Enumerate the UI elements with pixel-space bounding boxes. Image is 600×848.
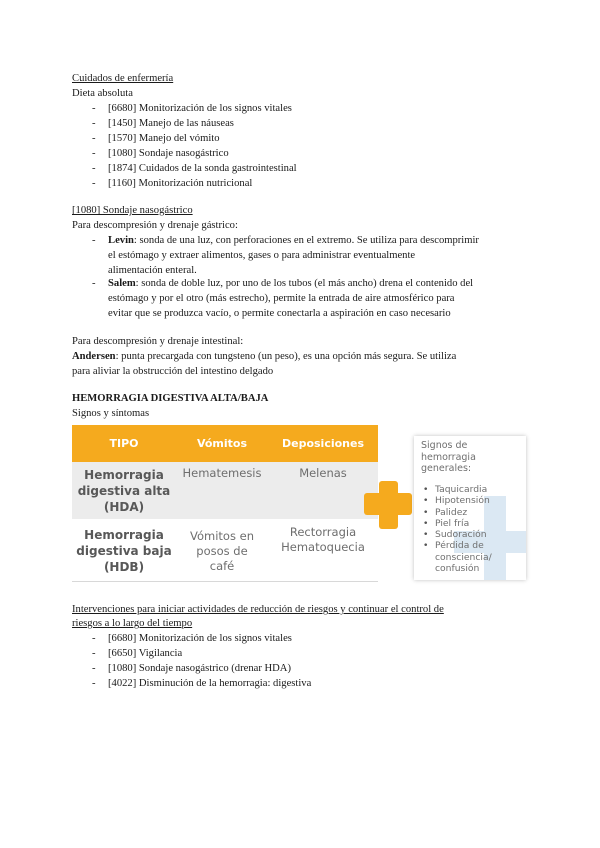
cell-text: Hemorragia xyxy=(84,467,164,482)
list-item: • Taquicardia xyxy=(421,484,525,495)
hemorrhage-heading: HEMORRAGIA DIGESTIVA ALTA/BAJA xyxy=(72,393,269,404)
cell-vomitos xyxy=(176,462,268,481)
intestinal-intro: Para descompresión y drenaje intestinal: xyxy=(72,336,244,347)
list-item: - [1874] Cuidados de la sonda gastrointestinal xyxy=(92,161,297,176)
interventions-heading: Intervenciones para iniciar actividades de reducción de riesgos y continuar el control de xyxy=(72,604,444,615)
diet-subheading: Dieta absoluta xyxy=(72,88,133,99)
hemorrhage-table xyxy=(72,425,378,582)
list-item xyxy=(421,540,525,574)
levin-term: Levin xyxy=(108,235,134,246)
list-item: - [1080] Sondaje nasogástrico (drenar HDA) xyxy=(92,661,311,676)
table-row xyxy=(72,521,378,582)
cell-text: posos de xyxy=(196,543,248,558)
cell-text: Hematemesis xyxy=(182,466,262,480)
cell-text: (HDA) xyxy=(103,499,145,514)
gastric-intro: Para descompresión y drenaje gástrico: xyxy=(72,220,238,231)
list-item: - [1570] Manejo del vómito xyxy=(92,131,297,146)
cell-tipo xyxy=(72,467,176,515)
cell-text: (HDB) xyxy=(103,560,145,574)
general-signs-list xyxy=(421,484,525,574)
list-item: • Hipotensión xyxy=(421,495,525,506)
list-item: - [1160] Monitorización nutricional xyxy=(92,176,297,191)
general-signs-box xyxy=(414,436,526,580)
cell-text: café xyxy=(209,558,235,573)
care-list xyxy=(92,101,297,191)
cross-decoration xyxy=(364,493,412,515)
item-text: confusión xyxy=(435,563,480,575)
cell-text: Vómitos en xyxy=(190,528,254,543)
cell-text: Melenas xyxy=(299,466,347,480)
andersen-term: Andersen xyxy=(72,351,116,362)
interventions-heading: riesgos a lo largo del tiempo xyxy=(72,618,193,629)
item-text: consciencia/ xyxy=(435,551,492,563)
table-header xyxy=(72,425,378,462)
cell-tipo xyxy=(72,527,176,575)
table-row xyxy=(72,462,378,521)
list-item: • Piel fría xyxy=(421,518,525,529)
list-item: • Sudoración xyxy=(421,529,525,540)
signs-subheading: Signos y síntomas xyxy=(72,408,150,419)
general-signs-title xyxy=(421,440,521,475)
header-deposiciones: Deposiciones xyxy=(281,437,365,450)
cell-text: digestiva alta xyxy=(77,483,171,498)
list-dash: - xyxy=(92,278,96,289)
list-item: - [6650] Vigilancia xyxy=(92,646,311,661)
cell-deposiciones xyxy=(268,521,378,555)
list-dash: - xyxy=(92,235,96,246)
list-item: - [6680] Monitorización de los signos vitales xyxy=(92,631,311,646)
cell-text: Hemorragia xyxy=(84,528,164,542)
cell-text: Rectorragia xyxy=(289,525,357,539)
title-line: hemorragia xyxy=(421,451,476,463)
salem-paragraph xyxy=(92,276,528,321)
list-item: - [4022] Disminución de la hemorragia: digestiva xyxy=(92,676,311,691)
list-item: • Palidez xyxy=(421,507,525,518)
list-item: - [1080] Sondaje nasogástrico xyxy=(92,146,297,161)
levin-paragraph xyxy=(92,233,528,278)
andersen-text: para aliviar la obstrucción del intestino delgado xyxy=(72,366,274,377)
salem-text: estómago y por el otro (más estrecho), permite la entrada de aire atmosférico para xyxy=(108,293,455,304)
item-text: Pérdida de xyxy=(435,540,484,552)
list-item: - [1450] Manejo de las náuseas xyxy=(92,116,297,131)
list-item: - [6680] Monitorización de los signos vitales xyxy=(92,101,297,116)
salem-text: evitar que se produzca vacío, o permite conectarla a aspiración en caso necesario xyxy=(108,308,451,319)
title-line: Signos de xyxy=(421,440,468,451)
cell-text: digestiva baja xyxy=(76,544,172,558)
cell-vomitos xyxy=(176,529,268,574)
levin-text: alimentación enteral. xyxy=(108,265,197,276)
salem-term: Salem xyxy=(108,278,136,289)
title-line: generales: xyxy=(421,463,472,474)
salem-text: : sonda de doble luz, por uno de los tubos (el más ancho) drena el contenido del xyxy=(135,278,474,289)
interventions-list xyxy=(92,631,311,691)
andersen-text: : punta precargada con tungsteno (un peso), es una opción más segura. Se utiliza xyxy=(115,351,457,362)
levin-text: : sonda de una luz, con perforaciones en el extremo. Se utiliza para descomprimir xyxy=(133,235,479,246)
cell-text: Hematoquecia xyxy=(281,540,365,554)
levin-text: el estómago y extraer alimentos, gases o para administrar eventualmente xyxy=(108,250,416,261)
care-heading: Cuidados de enfermería xyxy=(72,73,174,84)
header-tipo: TIPO xyxy=(109,437,139,450)
andersen-line xyxy=(72,349,456,364)
header-vomitos: Vómitos xyxy=(196,437,248,450)
cell-deposiciones xyxy=(268,462,378,481)
ng-tube-heading: [1080] Sondaje nasogástrico xyxy=(72,205,193,216)
